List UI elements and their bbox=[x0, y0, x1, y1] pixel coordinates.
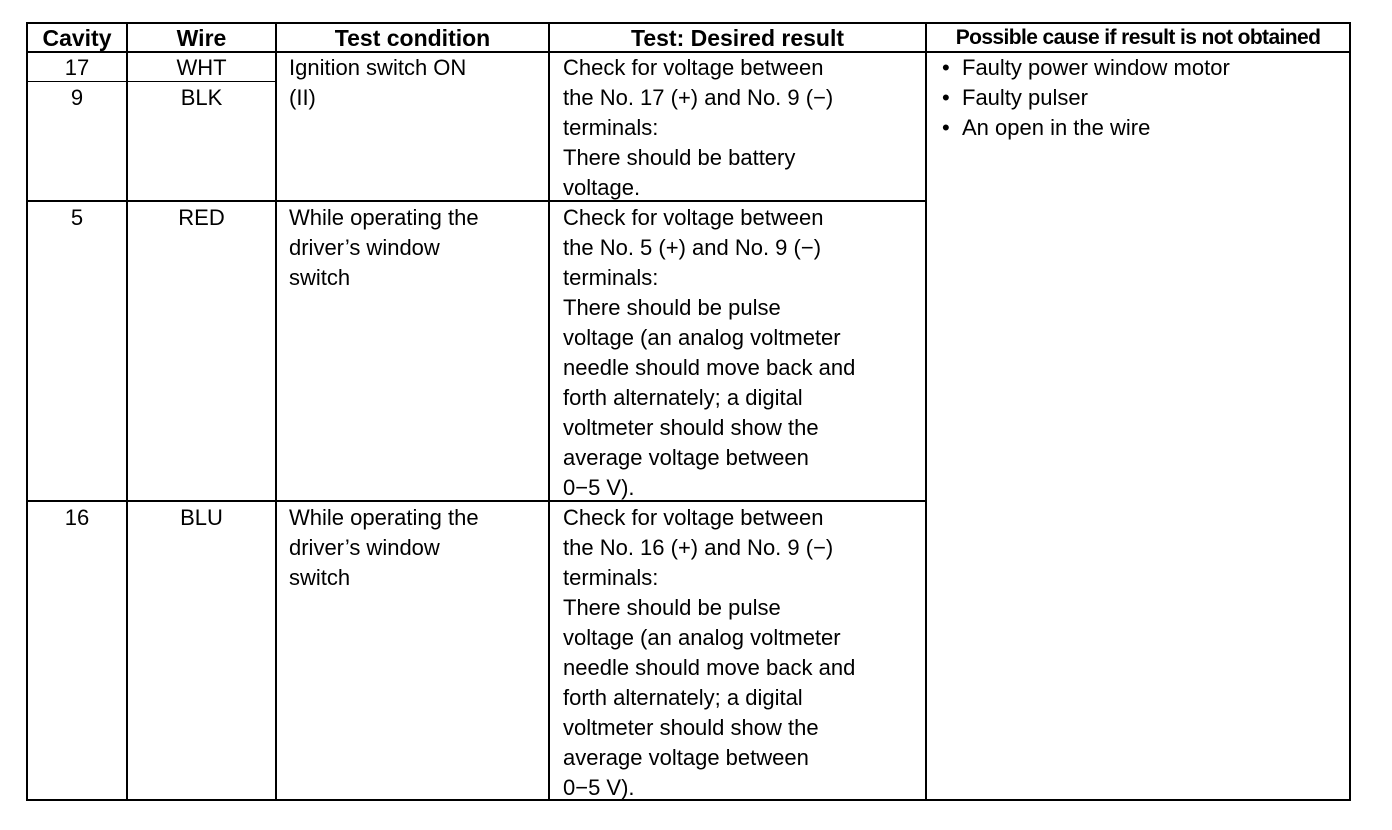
col-divider-result bbox=[548, 22, 550, 801]
header-cavity: Cavity bbox=[42, 25, 112, 51]
condition-line: Ignition switch ON bbox=[289, 55, 467, 80]
col-divider-cause bbox=[925, 22, 927, 801]
condition-cell bbox=[289, 203, 479, 293]
result-line: 0−5 V). bbox=[563, 475, 635, 500]
result-line: There should be pulse bbox=[563, 595, 781, 620]
result-line: Check for voltage between bbox=[563, 505, 824, 530]
wire-cell: BLU bbox=[180, 505, 223, 530]
possible-causes-list bbox=[940, 53, 1345, 143]
wire-cell: WHT bbox=[176, 55, 227, 80]
result-line: Check for voltage between bbox=[563, 55, 824, 80]
result-line: average voltage between bbox=[563, 745, 809, 770]
table-right-border bbox=[1349, 22, 1351, 801]
result-line: forth alternately; a digital bbox=[563, 685, 803, 710]
cause-item: • An open in the wire bbox=[940, 113, 1345, 143]
condition-line: switch bbox=[289, 565, 351, 590]
result-line: the No. 17 (+) and No. 9 (−) bbox=[563, 85, 834, 110]
result-line: average voltage between bbox=[563, 445, 809, 470]
result-cell bbox=[563, 503, 855, 803]
result-line: voltage (an analog voltmeter bbox=[563, 625, 841, 650]
condition-line: switch bbox=[289, 265, 351, 290]
result-line: There should be battery bbox=[563, 145, 796, 170]
result-cell bbox=[563, 53, 833, 203]
cause-item: • Faulty pulser bbox=[940, 83, 1345, 113]
cavity-cell: 16 bbox=[64, 505, 90, 530]
condition-line: (II) bbox=[289, 85, 316, 110]
result-line: needle should move back and bbox=[563, 355, 856, 380]
condition-line: driver’s window bbox=[289, 235, 440, 260]
result-line: the No. 16 (+) and No. 9 (−) bbox=[563, 535, 834, 560]
result-line: the No. 5 (+) and No. 9 (−) bbox=[563, 235, 822, 260]
result-cell bbox=[563, 203, 855, 503]
condition-cell bbox=[289, 53, 466, 113]
result-line: Check for voltage between bbox=[563, 205, 824, 230]
wire-cell: RED bbox=[178, 205, 225, 230]
cavity-cell: 5 bbox=[70, 205, 84, 230]
result-line: 0−5 V). bbox=[563, 775, 635, 800]
header-desired-result: Test: Desired result bbox=[630, 25, 845, 51]
col-divider-wire bbox=[126, 22, 128, 801]
result-line: terminals: bbox=[563, 565, 659, 590]
result-line: forth alternately; a digital bbox=[563, 385, 803, 410]
condition-cell bbox=[289, 503, 479, 593]
col-divider-condition bbox=[275, 22, 277, 801]
condition-line: driver’s window bbox=[289, 535, 440, 560]
wire-cell: BLK bbox=[180, 85, 223, 110]
result-line: needle should move back and bbox=[563, 655, 856, 680]
result-line: voltage (an analog voltmeter bbox=[563, 325, 841, 350]
cavity-cell: 17 bbox=[64, 55, 90, 80]
condition-line: While operating the bbox=[289, 205, 479, 230]
table-left-border bbox=[26, 22, 28, 801]
cavity-cell: 9 bbox=[70, 85, 84, 110]
header-wire: Wire bbox=[176, 25, 227, 51]
header-possible-cause: Possible cause if result is not obtained bbox=[955, 26, 1321, 49]
result-line: terminals: bbox=[563, 265, 659, 290]
result-line: voltage. bbox=[563, 175, 641, 200]
header-test-condition: Test condition bbox=[334, 25, 491, 51]
result-line: voltmeter should show the bbox=[563, 715, 819, 740]
condition-line: While operating the bbox=[289, 505, 479, 530]
cause-item: • Faulty power window motor bbox=[940, 53, 1345, 83]
result-line: There should be pulse bbox=[563, 295, 781, 320]
result-line: terminals: bbox=[563, 115, 659, 140]
result-line: voltmeter should show the bbox=[563, 415, 819, 440]
